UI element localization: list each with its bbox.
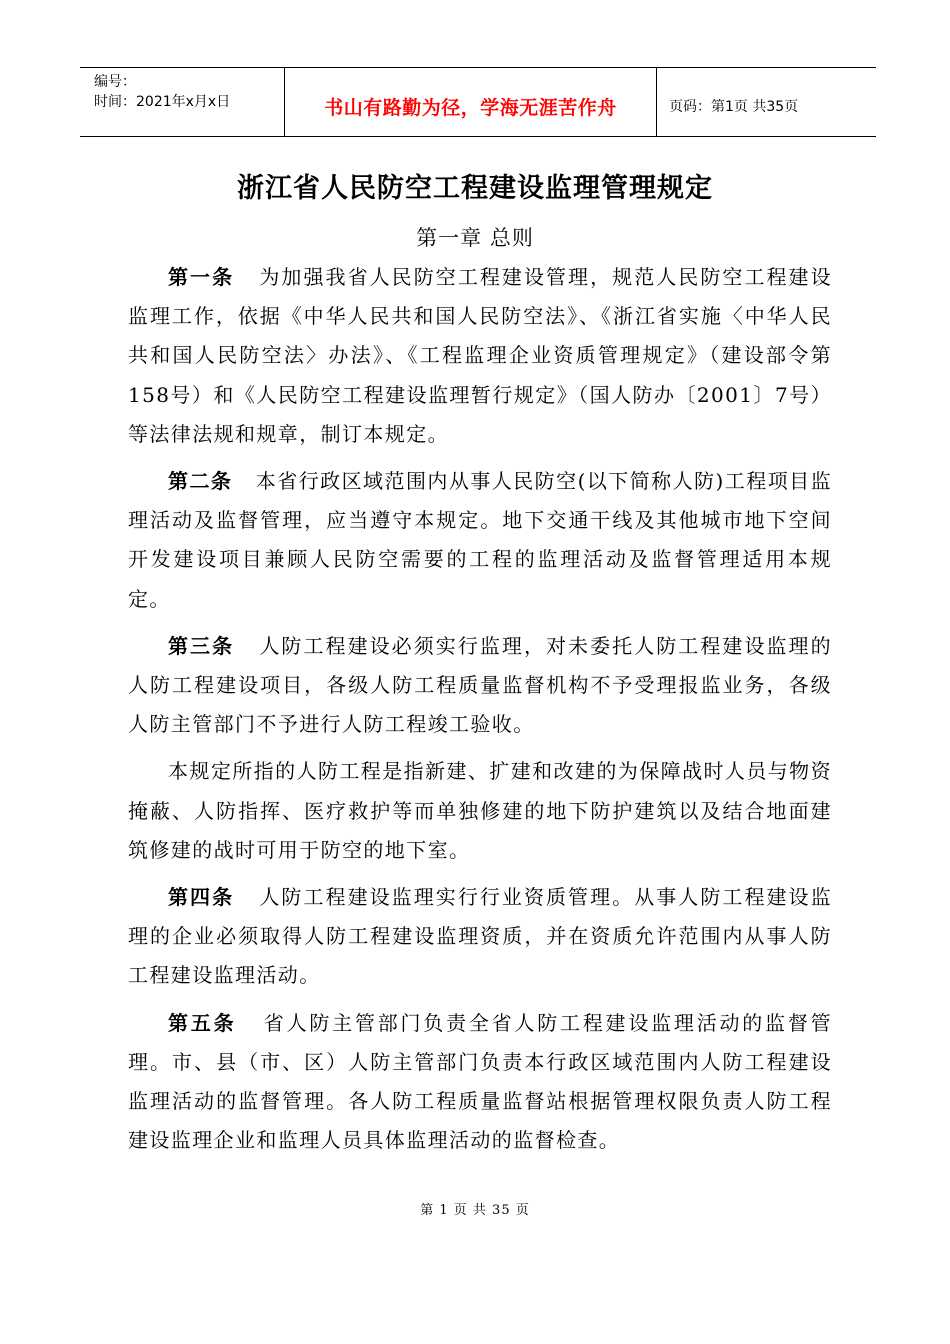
article-label: 第三条: [168, 633, 235, 658]
article-label: 第四条: [168, 885, 235, 910]
paragraph: [128, 878, 832, 996]
article-label: 第一条: [168, 265, 235, 289]
document-title: 浙江省人民防空工程建设监理管理规定: [237, 173, 713, 204]
document-header: [80, 67, 876, 137]
paragraph-text: 本规定所指的人防工程是指新建、扩建和改建的为保障战时人员与物资掩蔽、人防指挥、医疗救护等而单独修建的地下防护建筑以及结合地面建筑修建的战时可用于防空的地下室。: [128, 759, 832, 862]
page-info: 页码：第1页 共35页: [669, 99, 799, 115]
page-footer: 第 1 页 共 35 页: [420, 1203, 530, 1218]
article-label: 第五条: [168, 1010, 237, 1035]
header-meta: [80, 68, 285, 136]
paragraph: [128, 627, 832, 745]
article-label: 第二条: [168, 469, 233, 494]
paragraph: [128, 462, 832, 619]
paragraph-text: 人防工程建设监理实行行业资质管理。从事人防工程建设监理的企业必须取得人防工程建设监理资质，并在资质允许范围内从事人防工程建设监理活动。: [128, 885, 832, 988]
number-label: 编号：: [94, 74, 136, 90]
paragraph: [128, 258, 832, 454]
paragraph-text: 为加强我省人民防空工程建设管理，规范人民防空工程建设监理工作，依据《中华人民共和国人民防空法》、《浙江省实施〈中华人民共和国人民防空法〉办法》、《工程监理企业资质管理规定》（建设部令第158号）和《人民防空工程建设监理暂行规定》（国人防办〔2001〕7号）等法律法规和规章，制订本规定。: [128, 265, 832, 446]
motto: 书山有路勤为径，学海无涯苦作舟: [285, 68, 657, 136]
paragraph-text: 人防工程建设必须实行监理，对未委托人防工程建设监理的人防工程建设项目，各级人防工程质量监督机构不予受理报监业务，各级人防主管部门不予进行人防工程竣工验收。: [128, 633, 832, 737]
paragraph-text: 本省行政区域范围内从事人民防空(以下简称人防)工程项目监理活动及监督管理，应当遵守本规定。地下交通干线及其他城市地下空间开发建设项目兼顾人民防空需要的工程的监理活动及监督管理适用本规定。: [128, 469, 832, 611]
chapter-heading: 第一章 总则: [416, 226, 534, 250]
paragraph: [128, 1004, 832, 1161]
document-body: [128, 258, 832, 1160]
time-label: 时间：2021年x月x日: [94, 94, 231, 110]
paragraph-text: 省人防主管部门负责全省人防工程建设监理活动的监督管理。市、县（市、区）人防主管部门负责本行政区域范围内人防工程建设监理活动的监督管理。各人防工程质量监督站根据管理权限负责人防工程建设监理企业和监理人员具体监理活动的监督检查。: [128, 1010, 833, 1153]
paragraph: [128, 752, 832, 870]
